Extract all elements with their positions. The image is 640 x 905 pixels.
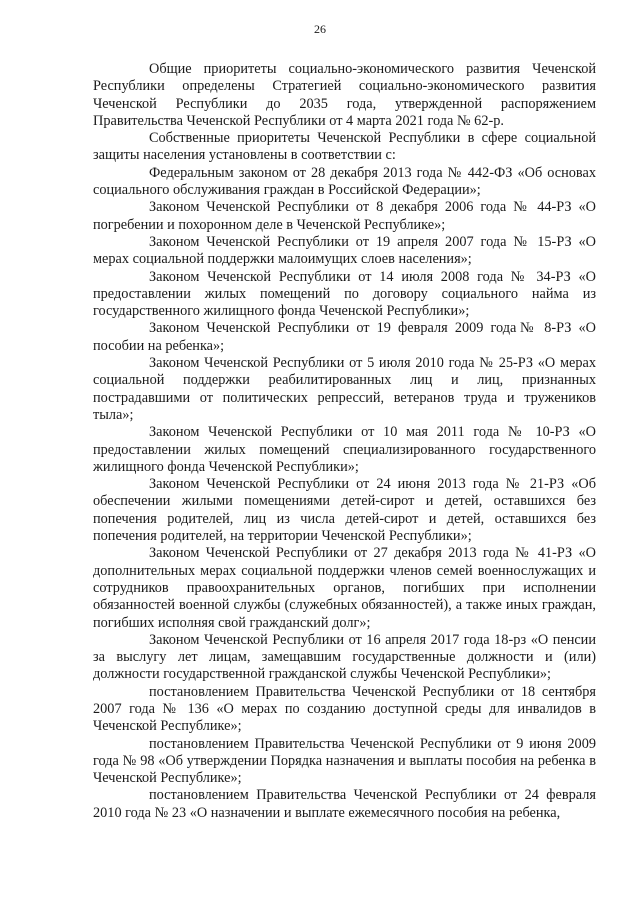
- paragraph-law-10-rz: Законом Чеченской Республики от 10 мая 2011 года № 10-РЗ «О предоставлении жилых помещений специализированного государственного жилищного фонда Чеченской Республики»;: [93, 424, 596, 475]
- paragraph-law-44-rz: Законом Чеченской Республики от 8 декабря 2006 года № 44-РЗ «О погребении и похоронном деле в Чеченской Республике»;: [93, 199, 596, 233]
- paragraph-resolution-98: постановлением Правительства Чеченской Республики от 9 июня 2009 года № 98 «Об утверждении Порядка назначения и выплаты пособия на ребенка в Чеченской Республике»;: [93, 735, 596, 787]
- document-body: [93, 61, 596, 822]
- paragraph-law-15-rz: Законом Чеченской Республики от 19 апреля 2007 года № 15-РЗ «О мерах социальной поддержки малоимущих слоев населения»;: [93, 233, 596, 268]
- paragraph-law-18-rz: Законом Чеченской Республики от 16 апреля 2017 года 18-рз «О пенсии за выслугу лет лицам, замещавшим государственные должности и (или) должности государственной гражданской службы Чеченской Республики»;: [93, 631, 596, 683]
- paragraph-federal-law-442: Федеральным законом от 28 декабря 2013 года № 442-ФЗ «Об основах социального обслуживания граждан в Российской Федерации»;: [93, 164, 596, 199]
- paragraph-own-priorities: Собственные приоритеты Чеченской Республики в сфере социальной защиты населения установлены в соответствии с:: [93, 130, 596, 164]
- paragraph-law-25-rz: Законом Чеченской Республики от 5 июля 2010 года № 25-РЗ «О мерах социальной поддержки реабилитированных лиц и лиц, признанных пострадавшими от политических репрессий, ветеранов труда и тружеников тыла»;: [93, 355, 596, 423]
- paragraph-law-8-rz: Законом Чеченской Республики от 19 февраля 2009 года№ 8-РЗ «О пособии на ребенка»;: [93, 320, 596, 354]
- paragraph-resolution-23: постановлением Правительства Чеченской Республики от 24 февраля 2010 года № 23 «О назначении и выплате ежемесячного пособия на ребенка,: [93, 787, 596, 821]
- paragraph-strategy: Общие приоритеты социально-экономического развития Чеченской Республики определены Стратегией социально-экономического развития Чеченской Республики до 2035 года, утвержденной распоряжением Правительства Чеченской Республики от 4 марта 2021 года № 62-р.: [93, 61, 596, 129]
- page-number: 26: [314, 22, 326, 36]
- paragraph-law-21-rz: Законом Чеченской Республики от 24 июня 2013 года № 21-РЗ «Об обеспечении жилыми помещениями детей-сирот и детей, оставшихся без попечения родителей, лиц из числа детей-сирот и детей, оставшихся без попечения родителей, на территории Чеченской Республики»;: [93, 476, 596, 545]
- paragraph-law-34-rz: Законом Чеченской Республики от 14 июля 2008 года № 34-РЗ «О предоставлении жилых помещений по договору социального найма из государственного жилищного фонда Чеченской Республики»;: [93, 268, 596, 320]
- paragraph-law-41-rz: Законом Чеченской Республики от 27 декабря 2013 года № 41-РЗ «О дополнительных мерах социальной поддержки членов семей военнослужащих и сотрудников правоохранительных органов, погибших при исполнении обязанностей военной службы (служебных обязанностей), а также иных граждан, погибших исполняя свой гражданский долг»;: [93, 545, 596, 631]
- paragraph-resolution-136: постановлением Правительства Чеченской Республики от 18 сентября 2007 года № 136 «О мерах по созданию доступной среды для инвалидов в Чеченской Республике»;: [93, 683, 596, 735]
